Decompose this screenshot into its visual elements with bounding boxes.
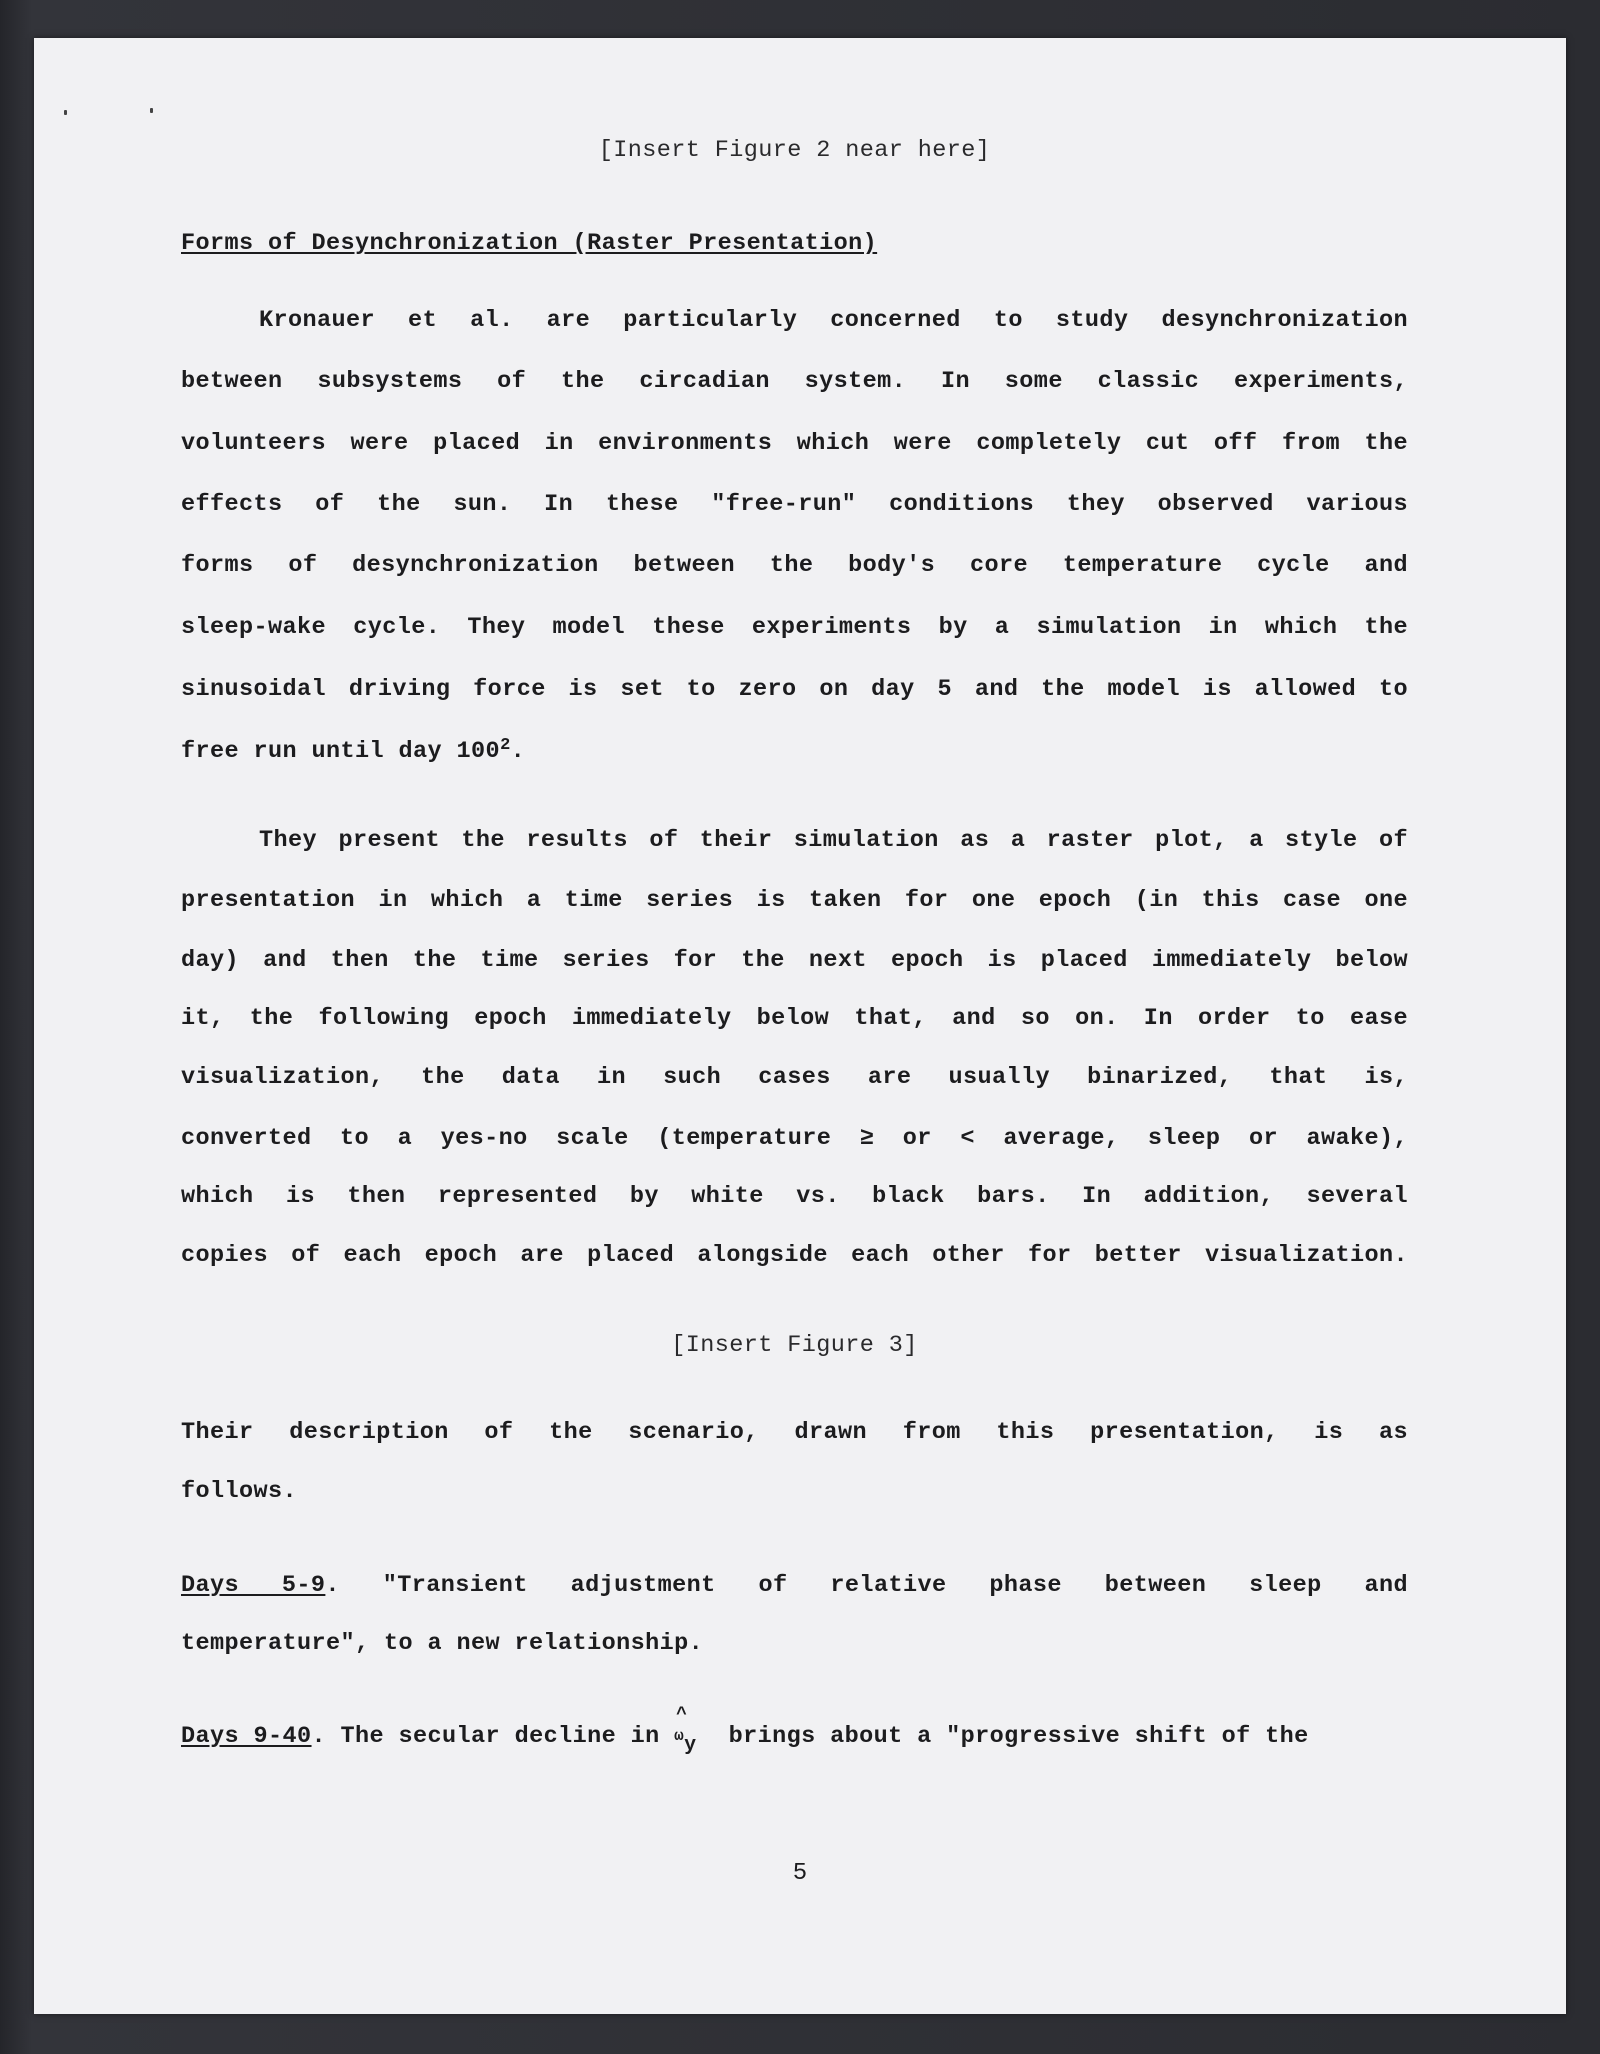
footnote-marker: 2 [500, 736, 511, 755]
scan-speck [150, 108, 153, 113]
page-number: 5 [792, 1860, 808, 1887]
paragraph-text: . [510, 738, 526, 765]
figure-placeholder-3: [Insert Figure 3] [671, 1332, 918, 1359]
paragraph-line: which is then represented by white vs. black bars. In addition, several [181, 1183, 1408, 1210]
paragraph-line: Their description of the scenario, drawn from this presentation, is as [181, 1419, 1408, 1446]
paragraph-line: converted to a yes-no scale (temperature ≥ or < average, sleep or awake), [181, 1125, 1408, 1152]
paragraph-line: it, the following epoch immediately below that, and so on. In order to ease [181, 1005, 1408, 1032]
paragraph-line: presentation in which a time series is taken for one epoch (in this case one [181, 887, 1408, 914]
paragraph-line: visualization, the data in such cases are usually binarized, that is, [181, 1064, 1408, 1091]
paragraph-text: brings about a "progressive shift of the [714, 1723, 1309, 1750]
paragraph-line: Kronauer et al. are particularly concerned to study desynchronization [259, 307, 1408, 334]
paragraph-line: day) and then the time series for the next epoch is placed immediately below [181, 947, 1408, 974]
document-page [34, 38, 1566, 2014]
paragraph-line: forms of desynchronization between the body's core temperature cycle and [181, 552, 1408, 579]
paragraph-line [181, 737, 525, 767]
days-label: Days 5-9 [181, 1572, 326, 1599]
paragraph-text: . "Transient adjustment of relative phase between sleep and [325, 1572, 1408, 1599]
paragraph-line: They present the results of their simulation as a raster plot, a style of [259, 827, 1408, 854]
paragraph-line: follows. [181, 1478, 298, 1505]
omega-glyph: ω [674, 1727, 685, 1745]
paragraph-line: sinusoidal driving force is set to zero on day 5 and the model is allowed to [181, 676, 1408, 703]
section-heading: Forms of Desynchronization (Raster Presentation) [181, 230, 878, 257]
paragraph-line: between subsystems of the circadian system. In some classic experiments, [181, 368, 1408, 395]
paragraph-line: sleep-wake cycle. They model these experiments by a simulation in which the [181, 614, 1408, 641]
figure-placeholder-2: [Insert Figure 2 near here] [598, 137, 991, 164]
omega-y-symbol [674, 1705, 714, 1757]
paragraph-text: free run until day 100 [181, 738, 501, 765]
paragraph-line: temperature", to a new relationship. [181, 1630, 704, 1657]
paragraph-line: effects of the sun. In these "free-run" conditions they observed various [181, 491, 1408, 518]
paragraph-line [181, 1705, 1309, 1757]
hat-accent: ^ [676, 1705, 688, 1725]
subscript: y [684, 1734, 697, 1757]
paragraph-text: . The secular decline in [311, 1723, 675, 1750]
paragraph-line: volunteers were placed in environments which were completely cut off from the [181, 430, 1408, 457]
paragraph-line: copies of each epoch are placed alongside each other for better visualization. [181, 1242, 1408, 1269]
scan-speck [64, 110, 67, 115]
days-label: Days 9-40 [181, 1723, 312, 1750]
paragraph-line [181, 1571, 1408, 1601]
